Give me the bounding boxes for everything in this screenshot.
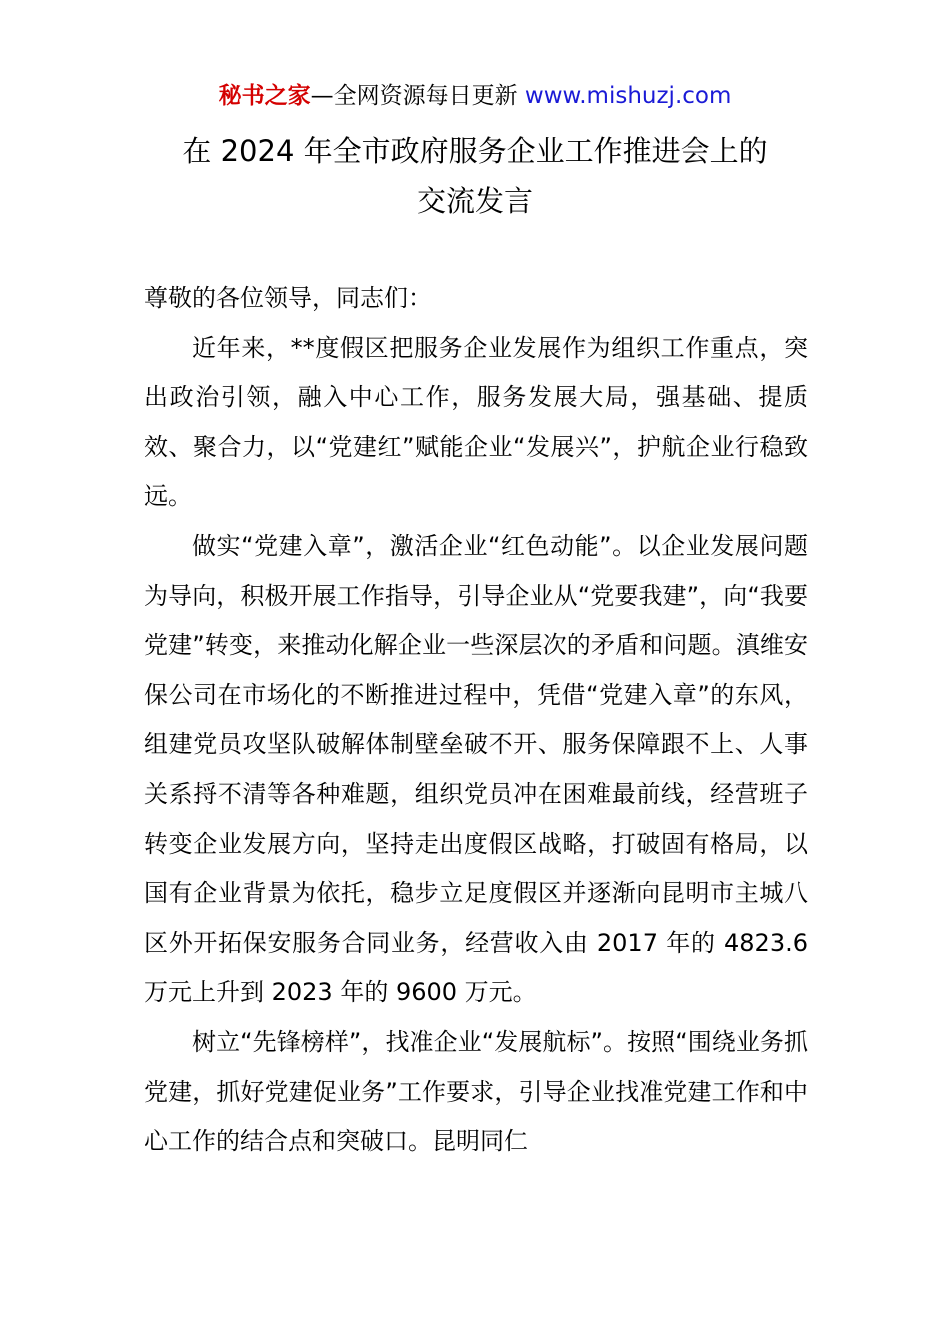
site-brand: 秘书之家: [218, 83, 311, 109]
salutation: 尊敬的各位领导，同志们：: [144, 284, 432, 312]
title-line-1: 在 2024 年全市政府服务企业工作推进会上的: [182, 134, 768, 168]
title-line-2: 交流发言: [416, 184, 533, 218]
site-url-link[interactable]: www.mishuzj.com: [524, 83, 732, 109]
paragraph-party-charter: 做实“党建入章”，激活企业“红色动能”。以企业发展问题为导向，积极开展工作指导，引导企业从“党要我建”，向“我要党建”转变，来推动化解企业一些深层次的矛盾和问题。滇维安保公司在市场化的不断推进过程中，凭借“党建入章”的东风，组建党员攻坚队破解体制壁垒破不开、服务保障跟不上、人事关系捋不清等各种难题，组织党员冲在困难最前线，经营班子转变企业发展方向，坚持走出度假区战略，打破固有格局，以国有企业背景为依托，稳步立足度假区并逐渐向昆明市主城八区外开拓保安服务合同业务，经营收入由 2017 年的 4823.6 万元上升到 2023 年的 9600 万元。: [144, 531, 808, 1007]
paragraph-pioneer-model: 树立“先锋榜样”，找准企业“发展航标”。按照“围绕业务抓党建，抓好党建促业务”工作要求，引导企业找准党建工作和中心工作的结合点和突破口。昆明同仁: [144, 1027, 808, 1156]
paragraph-intro: 近年来，**度假区把服务企业发展作为组织工作重点，突出政治引领，融入中心工作，服务发展大局，强基础、提质效、聚合力，以“党建红”赋能企业“发展兴”，护航企业行稳致远。: [144, 333, 808, 511]
site-tagline: —全网资源每日更新: [310, 83, 525, 109]
site-header: [0, 80, 950, 112]
document-title: [0, 126, 950, 226]
document-body: [144, 274, 808, 1167]
